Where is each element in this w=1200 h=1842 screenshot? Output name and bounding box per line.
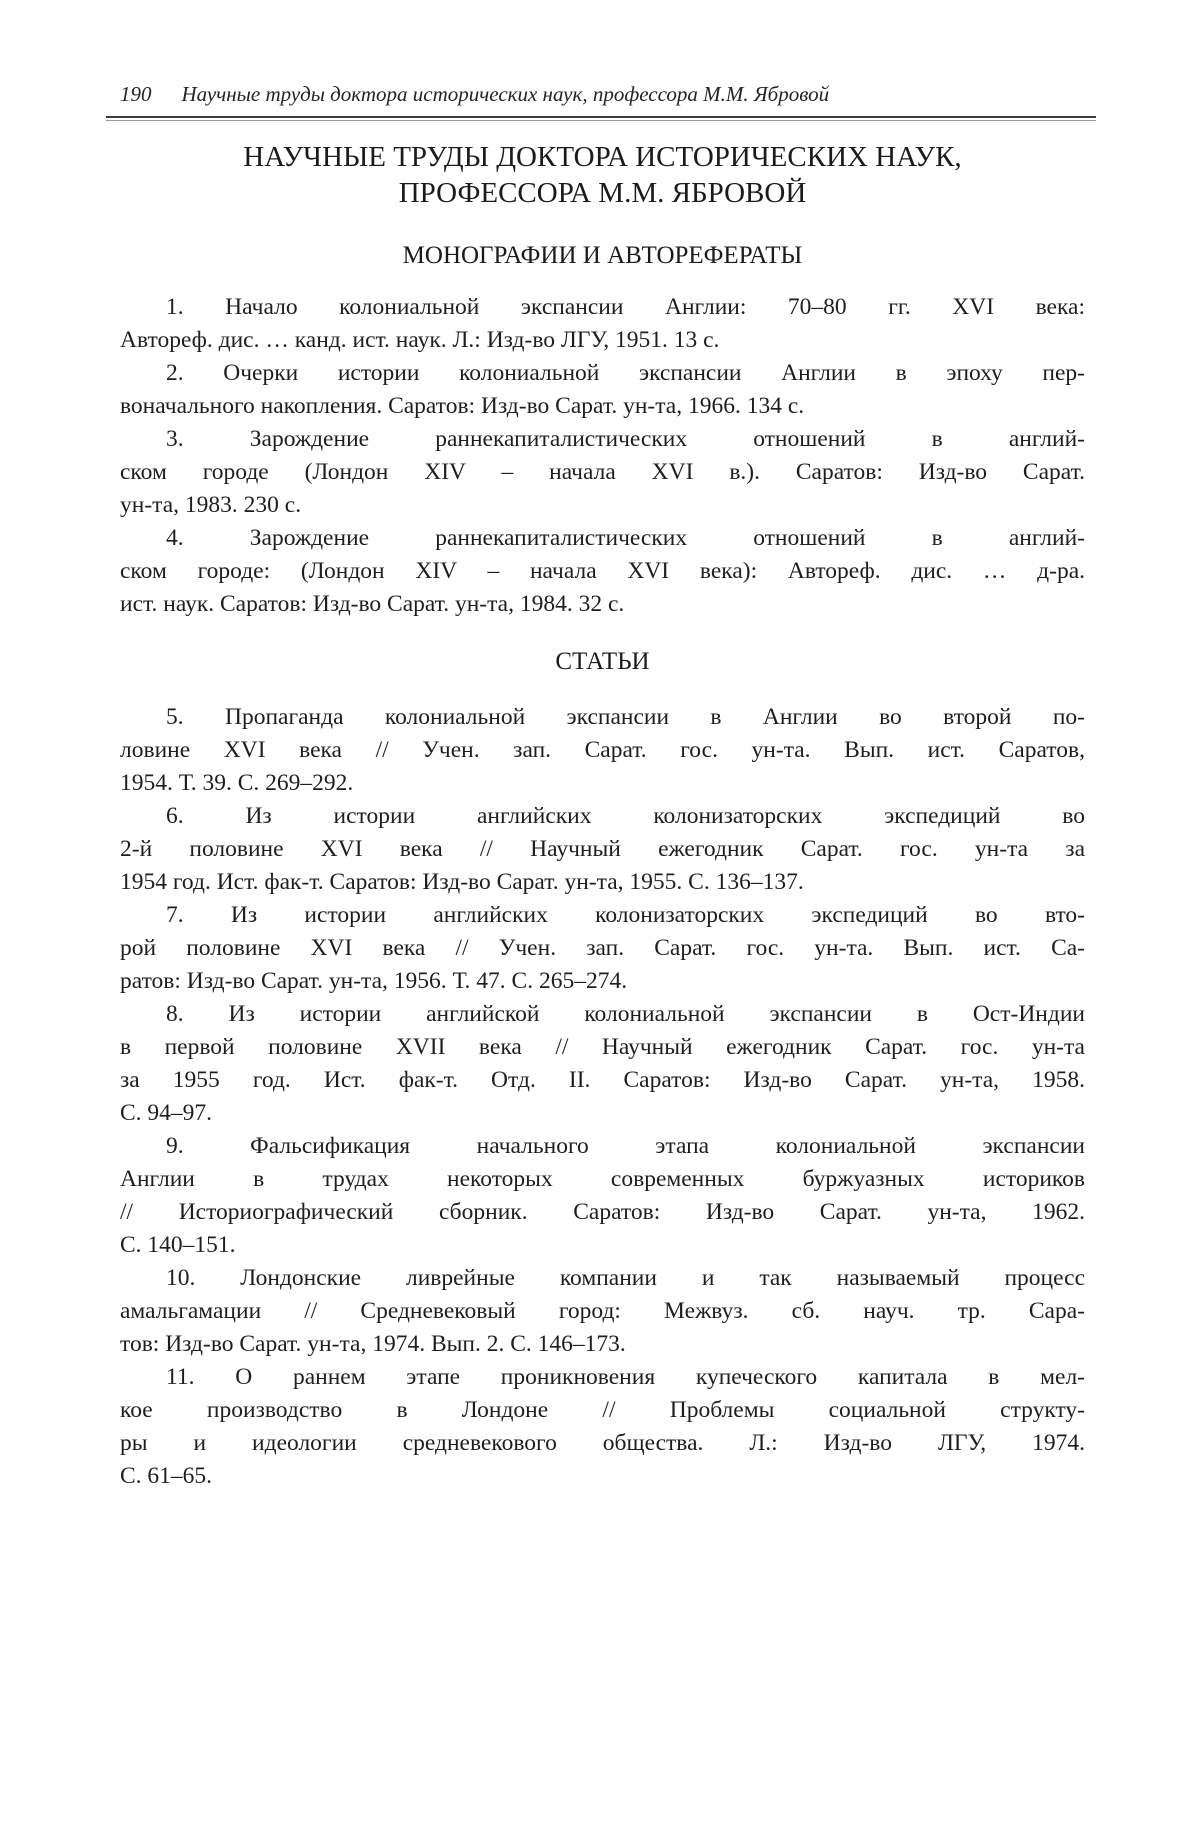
bib-entry [120,800,1085,899]
bib-entry-line: за 1955 год. Ист. фак-т. Отд. II. Саратов: Изд-во Сарат. ун-та, 1958. [120,1067,1085,1093]
bib-entry-line: 2-й половине XVI века // Научный ежегодник Сарат. гос. ун-та за [120,836,1085,862]
bib-entry-line: 11. О раннем этапе проникновения купеческого капитала в мел- [166,1364,1085,1390]
bib-entry-line: Автореф. дис. … канд. ист. наук. Л.: Изд-во ЛГУ, 1951. 13 с. [120,327,720,353]
bib-entry-line: воначального накопления. Саратов: Изд-во Сарат. ун-та, 1966. 134 с. [120,393,805,419]
bib-entry-line: ры и идеологии средневекового общества. Л.: Изд-во ЛГУ, 1974. [120,1430,1085,1456]
running-header [120,0,1085,107]
bib-entry-line: ист. наук. Саратов: Изд-во Сарат. ун-та, 1984. 32 с. [120,591,625,617]
bib-entry-line: 1. Начало колониальной экспансии Англии: 70–80 гг. XVI века: [166,294,1085,320]
bib-entry-line: 7. Из истории английских колонизаторских экспедиций во вто- [166,902,1085,928]
section [120,241,1085,621]
page-title-line-2: ПРОФЕССОРА М.М. ЯБРОВОЙ [398,177,807,209]
bib-entry-line: 2. Очерки истории колониальной экспансии Англии в эпоху пер- [166,360,1085,386]
page-title [120,139,1085,211]
bib-entry-line: // Историографический сборник. Саратов: Изд-во Сарат. ун-та, 1962. [120,1199,1085,1225]
bib-entry-line: С. 140–151. [120,1232,236,1258]
bib-entry [120,1262,1085,1361]
bib-entry-line: Англии в трудах некоторых современных буржуазных историков [120,1166,1085,1192]
bib-entry [120,291,1085,357]
bib-entry-line: 3. Зарождение раннекапиталистических отношений в англий- [166,426,1085,452]
section-heading: СТАТЬИ [555,648,650,675]
bib-entry-line: 9. Фальсификация начального этапа колониальной экспансии [166,1133,1085,1159]
bib-entry-line: ратов: Изд-во Сарат. ун-та, 1956. Т. 47. С. 265–274. [120,968,628,994]
bib-entry [120,1361,1085,1493]
bib-entry-line: 10. Лондонские ливрейные компании и так называемый процесс [166,1265,1085,1291]
bib-entry-line: рой половине XVI века // Учен. зап. Сарат. гос. ун-та. Вып. ист. Са- [120,935,1085,961]
page-content [120,0,1085,1493]
bib-entry [120,899,1085,998]
bib-entry-line: в первой половине XVII века // Научный ежегодник Сарат. гос. ун-та [120,1034,1085,1060]
bib-entry-line: 6. Из истории английских колонизаторских экспедиций во [166,803,1085,829]
section-heading: МОНОГРАФИИ И АВТОРЕФЕРАТЫ [402,242,803,269]
bib-entry-line: ском городе (Лондон XIV – начала XVI в.). Саратов: Изд-во Сарат. [120,459,1085,485]
bib-entry-line: 4. Зарождение раннекапиталистических отношений в англий- [166,525,1085,551]
bib-entry [120,423,1085,522]
bib-entry-line: 1954. Т. 39. С. 269–292. [120,770,354,796]
header-rule [106,116,1096,121]
section [120,647,1085,1493]
page-title-line-1: НАУЧНЫЕ ТРУДЫ ДОКТОРА ИСТОРИЧЕСКИХ НАУК, [243,141,962,173]
bib-entry-line: ловине XVI века // Учен. зап. Сарат. гос. ун-та. Вып. ист. Саратов, [120,737,1085,763]
bib-entry-line: кое производство в Лондоне // Проблемы социальной структу- [120,1397,1085,1423]
bib-entry-line: тов: Изд-во Сарат. ун-та, 1974. Вып. 2. С. 146–173. [120,1331,626,1357]
bib-entry-line: С. 61–65. [120,1463,213,1489]
bib-entry-line: амальгамации // Средневековый город: Межвуз. сб. науч. тр. Сара- [120,1298,1085,1324]
bib-entry [120,357,1085,423]
bib-entry [120,1130,1085,1262]
bib-entry-line: 1954 год. Ист. фак-т. Саратов: Изд-во Сарат. ун-та, 1955. С. 136–137. [120,869,804,895]
bib-entry [120,701,1085,800]
bib-entry [120,998,1085,1130]
bib-entry-line: С. 94–97. [120,1100,213,1126]
running-title: Научные труды доктора исторических наук, профессора М.М. Ябровой [181,82,830,106]
bib-entry-line: ском городе: (Лондон XIV – начала XVI века): Автореф. дис. … д-ра. [120,558,1085,584]
bibliography [120,241,1085,1493]
bib-entry-line: 5. Пропаганда колониальной экспансии в Англии во второй по- [166,704,1085,730]
bib-entry [120,522,1085,621]
bib-entry-line: 8. Из истории английской колониальной экспансии в Ост-Индии [166,1001,1085,1027]
bib-entry-line: ун-та, 1983. 230 с. [120,492,302,518]
page-number: 190 [120,82,152,106]
